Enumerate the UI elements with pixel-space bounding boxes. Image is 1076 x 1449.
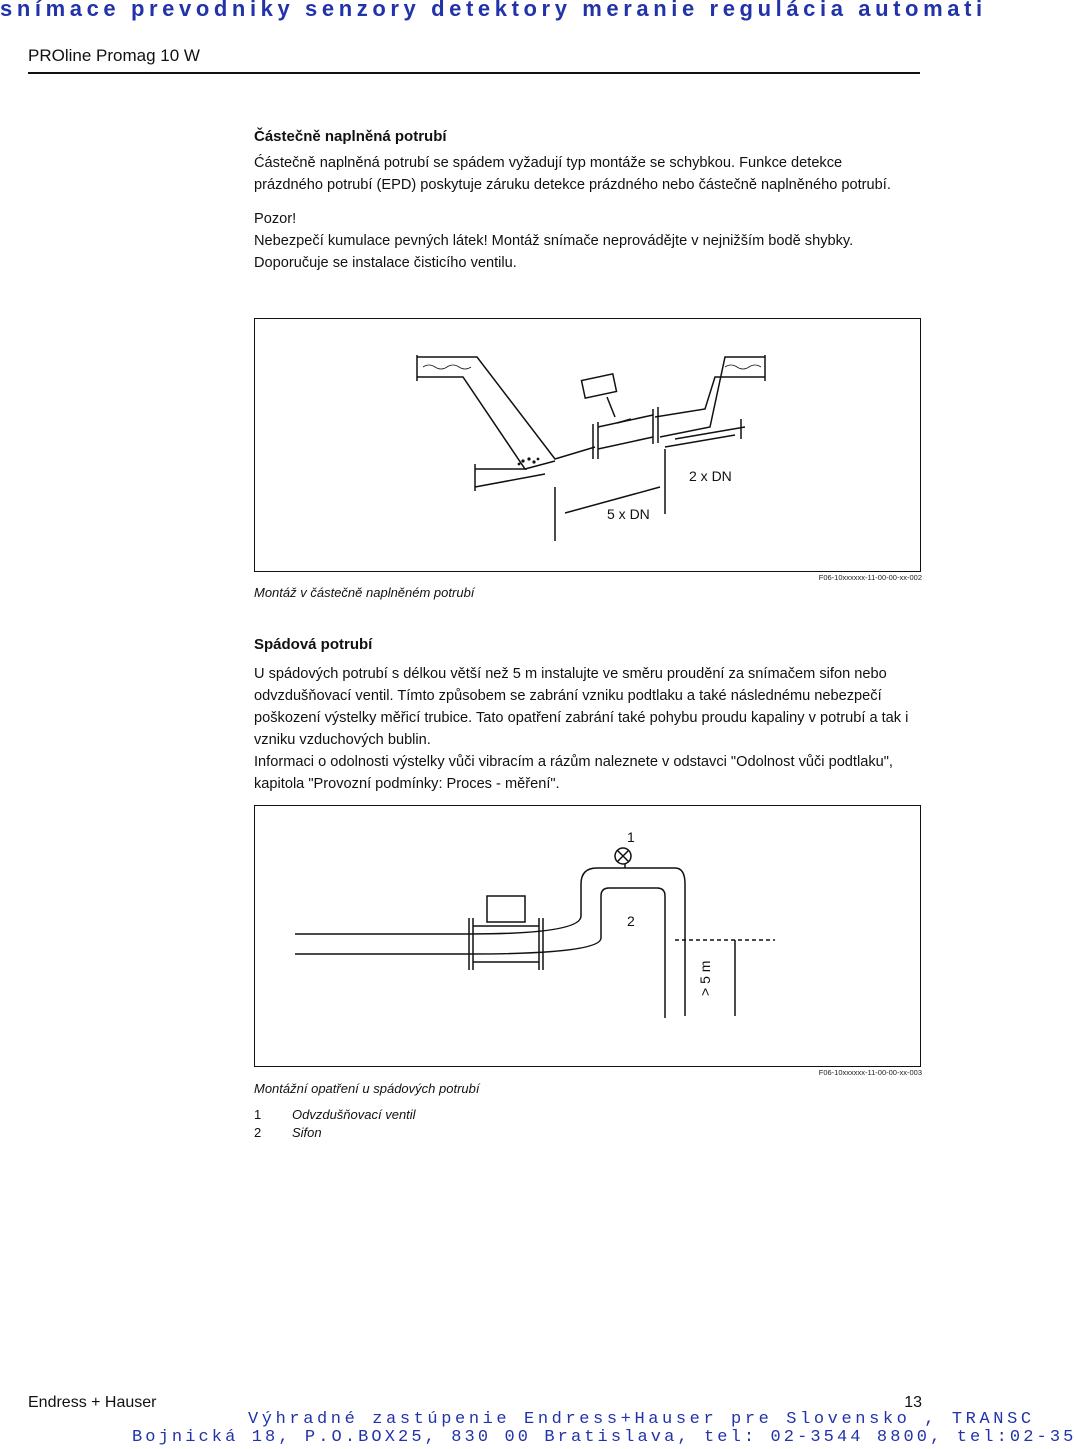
figure2-caption: Montážní opatření u spádových potrubí: [254, 1081, 480, 1096]
pipe-drawing: [255, 319, 922, 573]
siphon-drawing: [255, 806, 922, 1068]
figure-partially-filled-pipe: [254, 318, 921, 572]
figure1-code: F06-10xxxxxx-11-00-00-xx-002: [818, 573, 922, 582]
legend-item: [254, 1106, 416, 1124]
footer-contact-line1: Výhradné zastúpenie Endress+Hauser pre Slovensko , TRANSC: [248, 1410, 1035, 1429]
page-number: 13: [904, 1394, 922, 1411]
document-title: PROline Promag 10 W: [28, 46, 200, 65]
label-2: 2: [627, 913, 635, 929]
legend-item: [254, 1124, 416, 1142]
figure1-caption: Montáž v částečně naplněném potrubí: [254, 585, 475, 600]
warning-text: Nebezpečí kumulace pevných látek! Montáž snímače neprovádějte v nejnižším bodě shybky. Doporučuje se instalace čisticího ventilu.: [254, 233, 854, 271]
section2-paragraph1: U spádových potrubí s délkou větší než 5 m instalujte ve směru proudění za snímačem sifon nebo odvzdušňovací ventil. Tímto způsobem se zabrání vzniku podtlaku a také následnému nebezpečí poškození výstelky měřicí trubice. Tato opatření zabrání také pohybu proudu kapaliny v potrubí a tak i vzniku vzduchových bublin.: [254, 666, 909, 748]
section-heading-partially-filled: Částečně naplněná potrubí: [254, 128, 447, 145]
label-2dn: 2 x DN: [689, 468, 732, 484]
legend-text: Sifon: [292, 1125, 322, 1140]
footer-contact-line2: Bojnická 18, P.O.BOX25, 830 00 Bratislava, tel: 02-3544 8800, tel:02-35: [132, 1428, 1076, 1447]
header-rule: [28, 72, 920, 74]
label-1: 1: [627, 829, 635, 845]
figure-downward-pipes: [254, 805, 921, 1067]
legend-num: 2: [254, 1125, 262, 1140]
section2-text: [254, 663, 934, 795]
section-heading-downward-pipes: Spádová potrubí: [254, 636, 373, 653]
section1-text: [254, 152, 894, 274]
legend-num: 1: [254, 1107, 262, 1122]
figure2-code: F06-10xxxxxx-11-00-00-xx-003: [818, 1068, 922, 1077]
header-banner: snímace prevodniky senzory detektory meranie regulácia automati: [0, 0, 987, 21]
label-greater-5m: > 5 m: [697, 960, 713, 996]
legend-text: Odvzdušňovací ventil: [292, 1107, 416, 1122]
label-5dn: 5 x DN: [607, 506, 650, 522]
footer-company: Endress + Hauser: [28, 1394, 157, 1411]
section1-paragraph: Ćástečně naplněná potrubí se spádem vyžadují typ montáže se schybkou. Funkce detekce prázdného potrubí (EPD) poskytuje záruku detekce prázdného nebo částečně naplněného potrubí.: [254, 155, 891, 193]
section2-paragraph2: Informaci o odolnosti výstelky vůči vibracím a rázům naleznete v odstavci "Odolnost vůči podtlaku", kapitola "Provozní podmínky: Proces - měření".: [254, 754, 893, 792]
warning-title: Pozor!: [254, 211, 297, 227]
figure2-legend: [254, 1106, 416, 1142]
